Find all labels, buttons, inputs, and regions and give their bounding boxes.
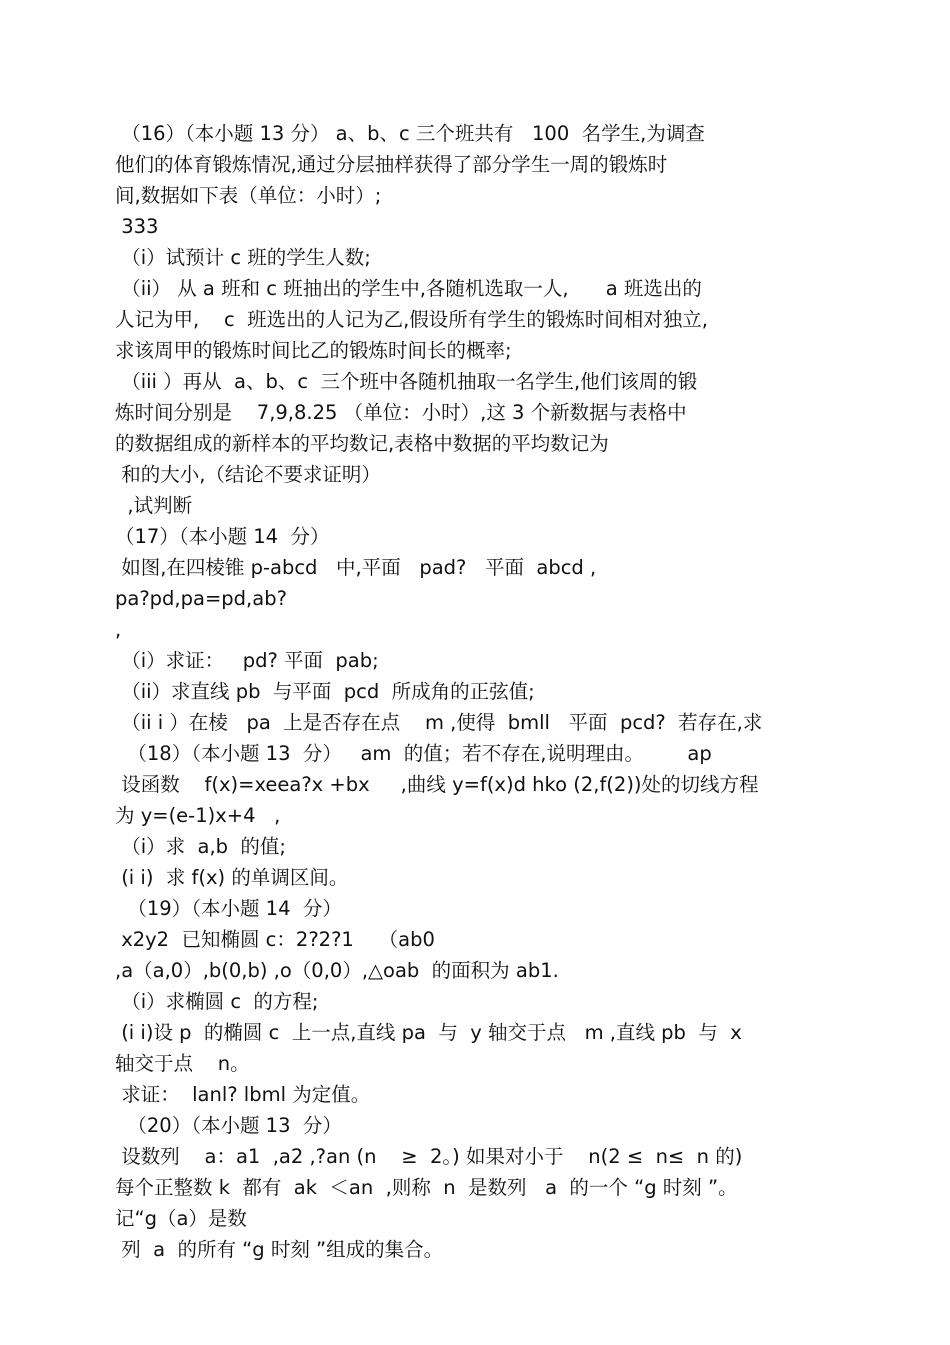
text-line: （i）求椭圆 c 的方程; xyxy=(115,990,319,1013)
text-line: 他们的体育锻炼情况,通过分层抽样获得了部分学生一周的锻炼时 xyxy=(115,153,668,176)
text-line: 设数列 a：a1 ,a2 ,?an (n ≥ 2。) 如果对小于 n(2 ≤ n≤ n 的) xyxy=(115,1145,743,1168)
text-line: pa?pd,pa=pd,ab? xyxy=(115,587,287,610)
text-line: 为 y=(e-1)x+4 , xyxy=(115,804,281,827)
text-line: 人记为甲, c 班选出的人记为乙,假设所有学生的锻炼时间相对独立, xyxy=(115,308,709,331)
text-line: （17）（本小题 14 分） xyxy=(115,525,330,548)
text-line: （18）（本小题 13 分） am 的值；若不存在,说明理由。 ap xyxy=(115,742,712,765)
text-line: 如图,在四棱锥 p-abcd 中,平面 pad? 平面 abcd , xyxy=(115,556,597,579)
text-line: （i）求 a,b 的值; xyxy=(115,835,287,858)
text-line: （ii） 从 a 班和 c 班抽出的学生中,各随机选取一人, a 班选出的 xyxy=(115,277,702,300)
text-line: （19）（本小题 14 分） xyxy=(115,897,342,920)
text-line: (i i) 求 f(x) 的单调区间。 xyxy=(115,866,349,889)
text-line: 333 xyxy=(115,215,159,238)
text-line: （iii ）再从 a、b、c 三个班中各随机抽取一名学生,他们该周的锻 xyxy=(115,370,698,393)
text-line: 求证： lanl? lbml 为定值。 xyxy=(115,1083,371,1106)
text-line: （ii）求直线 pb 与平面 pcd 所成角的正弦值; xyxy=(115,680,535,703)
document-body xyxy=(115,118,835,1265)
text-line: 的数据组成的新样本的平均数记,表格中数据的平均数记为 xyxy=(115,432,609,455)
text-line: 记“g（a）是数 xyxy=(115,1207,247,1230)
text-line: 列 a 的所有 “g 时刻 ”组成的集合。 xyxy=(115,1238,444,1261)
text-line: （i）求证： pd? 平面 pab; xyxy=(115,649,379,672)
text-line: 求该周甲的锻炼时间比乙的锻炼时间长的概率; xyxy=(115,339,512,362)
text-line: (i i)设 p 的椭圆 c 上一点,直线 pa 与 y 轴交于点 m ,直线 pb 与 x xyxy=(115,1021,742,1044)
text-line: ,a（a,0）,b(0,b) ,o（0,0）,△oab 的面积为 ab1. xyxy=(115,959,559,982)
text-line: 轴交于点 n。 xyxy=(115,1052,250,1075)
text-line: （16）（本小题 13 分） a、b、c 三个班共有 100 名学生,为调查 xyxy=(115,122,705,145)
text-line: x2y2 已知椭圆 c：2?2?1 （ab0 xyxy=(115,928,435,951)
text-line: 和的大小,（结论不要求证明） xyxy=(115,463,381,486)
text-line: 设函数 f(x)=xeea?x +bx ,曲线 y=f(x)d hko (2,f(2))处的切线方程 xyxy=(115,773,759,796)
text-line: 炼时间分别是 7,9,8.25 （单位：小时）,这 3 个新数据与表格中 xyxy=(115,401,687,424)
text-line: （ii i ）在棱 pa 上是否存在点 m ,使得 bmll 平面 pcd? 若存在,求 xyxy=(115,711,763,734)
text-line: , xyxy=(115,618,122,641)
text-line: 每个正整数 k 都有 ak ＜an ,则称 n 是数列 a 的一个 “g 时刻 ”。 xyxy=(115,1176,738,1199)
text-line: ,试判断 xyxy=(115,494,193,517)
text-line: （20）（本小题 13 分） xyxy=(115,1114,342,1137)
text-line: （i）试预计 c 班的学生人数; xyxy=(115,246,371,269)
text-line: 间,数据如下表（单位：小时）; xyxy=(115,184,382,207)
